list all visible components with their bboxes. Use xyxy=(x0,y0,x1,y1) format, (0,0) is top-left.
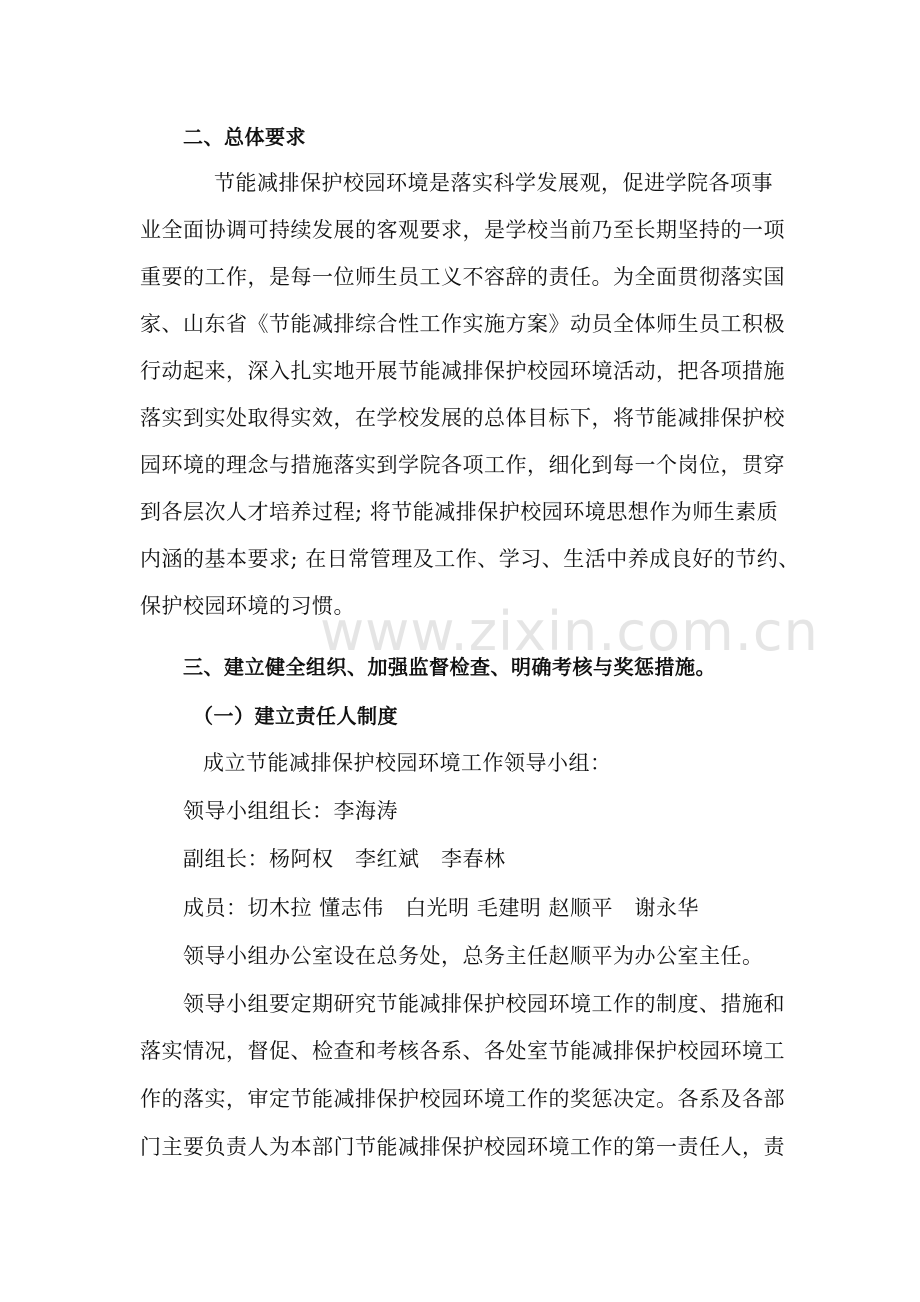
paragraph-line: 到各层次人才培养过程; 将节能减排保护校园环境思想作为师生素质 xyxy=(140,500,779,524)
section-heading-organization: 三、建立健全组织、加强监督检查、明确考核与奖惩措施。 xyxy=(183,655,716,679)
section-heading-overall-requirements: 二、总体要求 xyxy=(183,125,306,149)
paragraph-line: 业全面协调可持续发展的客观要求，是学校当前乃至长期坚持的一项 xyxy=(140,218,785,242)
paragraph-line: 门主要负责人为本部门节能减排保护校园环境工作的第一责任人，责 xyxy=(140,1135,785,1159)
paragraph-line: 领导小组要定期研究节能减排保护校园环境工作的制度、措施和 xyxy=(183,992,785,1016)
text-line-team-leader: 领导小组组长：李海涛 xyxy=(183,799,398,823)
watermark: www.zixin.com.cn xyxy=(320,600,819,663)
text-line-office: 领导小组办公室设在总务处，总务主任赵顺平为办公室主任。 xyxy=(183,944,764,968)
paragraph-line: 重要的工作，是每一位师生员工义不容辞的责任。为全面贯彻落实国 xyxy=(140,265,785,289)
paragraph-line: 节能减排保护校园环境是落实科学发展观，促进学院各项事 xyxy=(214,171,773,195)
paragraph-line: 保护校园环境的习惯。 xyxy=(140,594,355,618)
text-line-members: 成员：切木拉 懂志伟 白光明 毛建明 赵顺平 谢永华 xyxy=(183,896,700,920)
text-line-deputy-leaders: 副组长：杨阿权 李红斌 李春林 xyxy=(183,847,506,871)
paragraph-line: 作的落实，审定节能减排保护校园环境工作的奖惩决定。各系及各部 xyxy=(140,1087,785,1111)
text-line: 成立节能减排保护校园环境工作领导小组： xyxy=(203,751,612,775)
paragraph-line: 园环境的理念与措施落实到学院各项工作，细化到每一个岗位，贯穿 xyxy=(140,453,785,477)
paragraph-line: 家、山东省《节能减排综合性工作实施方案》动员全体师生员工积极 xyxy=(140,312,785,336)
paragraph-line: 落实情况，督促、检查和考核各系、各处室节能减排保护校园环境工 xyxy=(140,1039,785,1063)
paragraph-line: 行动起来，深入扎实地开展节能减排保护校园环境活动，把各项措施 xyxy=(140,359,785,383)
paragraph-line: 内涵的基本要求; 在日常管理及工作、学习、生活中养成良好的节约、 xyxy=(140,547,800,571)
paragraph-line: 落实到实处取得实效，在学校发展的总体目标下，将节能减排保护校 xyxy=(140,406,785,430)
subsection-heading-responsibility: （一）建立责任人制度 xyxy=(193,704,398,728)
